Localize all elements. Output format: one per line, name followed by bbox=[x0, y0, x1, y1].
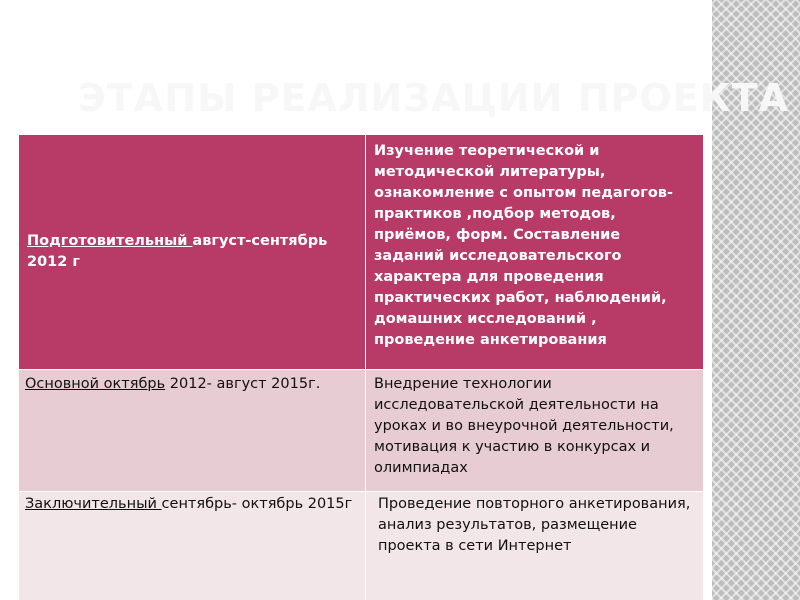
stage-period: сентябрь- октябрь 2015г bbox=[161, 496, 353, 512]
stages-table bbox=[18, 134, 704, 600]
stage-cell bbox=[19, 370, 366, 492]
stage-cell bbox=[19, 492, 366, 600]
stage-description: Изучение теоретической и методической литературы, ознакомление с опытом педагогов-практиков ,подбор методов, приёмов, форм. Составление заданий исследовательского характера для проведения практических работ, наблюдений, домашних исследований , проведение анкетирования bbox=[366, 135, 704, 370]
stage-period: август-сентябрь 2012 г bbox=[27, 233, 328, 270]
table-row bbox=[19, 492, 704, 600]
stage-name: Подготовительный bbox=[27, 233, 193, 249]
slide-title: ЭТАПЫ РЕАЛИЗАЦИИ ПРОЕКТА bbox=[78, 76, 790, 120]
stage-description: Проведение повторного анкетирования, анализ результатов, размещение проекта в сети Интернет bbox=[366, 492, 704, 600]
stage-description: Внедрение технологии исследовательской деятельности на уроках и во внеурочной деятельности, мотивация к участию в конкурсах и олимпиадах bbox=[366, 370, 704, 492]
stage-cell bbox=[19, 135, 366, 370]
stage-name: Основной октябрь bbox=[25, 376, 166, 392]
stage-period: 2012- август 2015г. bbox=[165, 376, 321, 392]
table-row bbox=[19, 135, 704, 370]
table-row bbox=[19, 370, 704, 492]
stage-name: Заключительный bbox=[25, 496, 162, 512]
